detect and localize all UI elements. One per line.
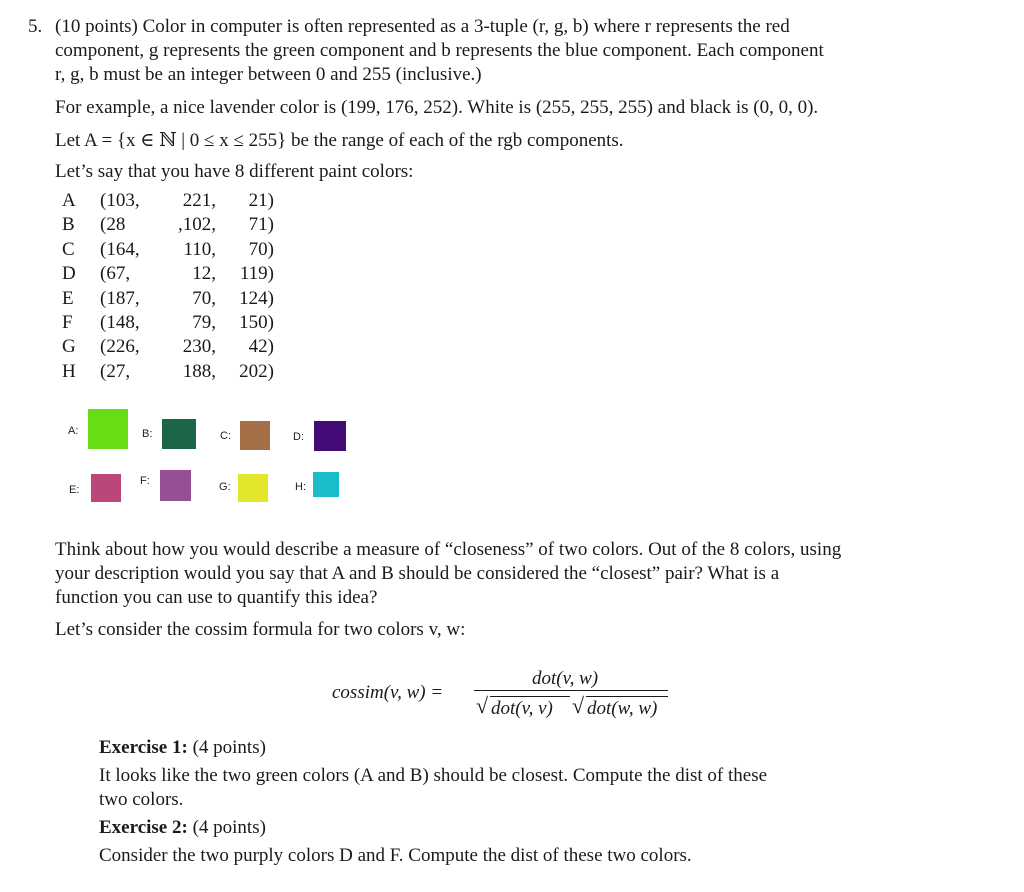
exercise-2-heading [99,817,266,839]
color-letter: G [62,336,76,358]
swatch-f [160,470,191,501]
color-r: (148, [100,312,140,334]
color-row [62,287,274,311]
color-b: 124) [239,287,274,309]
color-g: 221, [182,190,216,211]
swatch-h [313,472,339,497]
color-b: 202) [239,360,274,382]
think-line-1: Think about how you would describe a measure of “closeness” of two colors. Out of the 8 colors, using [55,539,842,560]
exercise-1-line-1: It looks like the two green colors (A and B) should be closest. Compute the dist of these [99,765,768,786]
problem-number: 5. [28,16,43,37]
color-letter: B [62,214,75,236]
think-line-2: your description would you say that A and B should be considered the “closest” pair? What is a [55,563,780,584]
color-r: (28 [100,214,126,236]
color-g: 79, [192,312,216,334]
color-b: 71) [248,214,274,236]
range-definition: Let A = {x ∈ ℕ | 0 ≤ x ≤ 255} be the range of each of the rgb components. [55,130,624,151]
color-b: 150) [239,312,274,334]
problem-line-1: (10 points) Color in computer is often represented as a 3-tuple (r, g, b) where r represents the red [55,16,790,37]
color-row [62,262,274,286]
formula-den-2: dot(w, w) [587,698,658,719]
color-r: (226, [100,336,140,358]
color-g: 188, [182,360,216,382]
color-row [62,335,274,359]
colors-intro: Let’s say that you have 8 different paint colors: [55,161,414,182]
sqrt-sign-2: √ [572,693,585,718]
swatch-label-d: D: [293,431,304,443]
exercise-1-heading [99,737,266,759]
color-g: 230, [182,336,216,358]
exercise-2-points: (4 points) [192,817,266,838]
color-row [62,311,274,335]
swatch-e [91,474,121,502]
color-table [62,189,274,384]
color-letter: D [62,263,76,285]
problem-line-3: r, g, b must be an integer between 0 and 255 (inclusive.) [55,64,482,85]
swatch-b [162,419,196,449]
sqrt-bar-1 [490,696,570,697]
swatch-g [238,474,268,502]
example-text: For example, a nice lavender color is (199, 176, 252). White is (255, 255, 255) and black is (0, 0, 0). [55,97,819,118]
color-g: ,102, [178,214,216,236]
color-b: 70) [248,238,274,260]
swatch-c [240,421,270,450]
formula-numerator: dot(v, w) [532,668,599,689]
swatch-d [314,421,346,451]
color-letter: A [62,190,76,211]
color-letter: H [62,360,76,382]
color-row [62,238,274,262]
color-r: (27, [100,360,131,382]
color-b: 21) [248,190,274,211]
swatch-label-e: E: [69,484,80,496]
problem-line-2: component, g represents the green component and b represents the blue component. Each component [55,40,824,61]
swatch-label-c: C: [220,430,231,442]
fraction-bar [474,690,668,691]
color-letter: C [62,238,75,260]
color-b: 119) [239,263,274,285]
color-g: 70, [192,287,216,309]
color-row [62,189,274,213]
sqrt-sign-1: √ [476,693,489,718]
color-g: 110, [183,238,216,260]
color-r: (103, [100,190,140,211]
swatch-a [88,409,128,449]
swatch-label-h: H: [295,481,306,493]
formula-lhs: cossim(v, w) = [332,682,444,703]
color-letter: F [62,312,73,334]
exercise-2-title: Exercise 2: [99,817,188,838]
swatch-label-g: G: [219,481,231,493]
exercise-2-line-1: Consider the two purply colors D and F. Compute the dist of these two colors. [99,845,692,866]
color-r: (164, [100,238,140,260]
swatch-label-b: B: [142,428,153,440]
color-b: 42) [248,336,274,358]
swatch-label-a: A: [68,425,79,437]
cossim-intro: Let’s consider the cossim formula for two colors v, w: [55,619,466,640]
exercise-1-title: Exercise 1: [99,737,188,758]
swatch-label-f: F: [140,475,150,487]
formula-den-1: dot(v, v) [491,698,553,719]
color-letter: E [62,287,74,309]
color-row [62,360,274,384]
sqrt-bar-2 [586,696,668,697]
color-row [62,213,274,237]
color-g: 12, [192,263,216,285]
color-r: (67, [100,263,131,285]
think-line-3: function you can use to quantify this idea? [55,587,378,608]
exercise-1-line-2: two colors. [99,789,184,810]
exercise-1-points: (4 points) [192,737,266,758]
color-r: (187, [100,287,140,309]
